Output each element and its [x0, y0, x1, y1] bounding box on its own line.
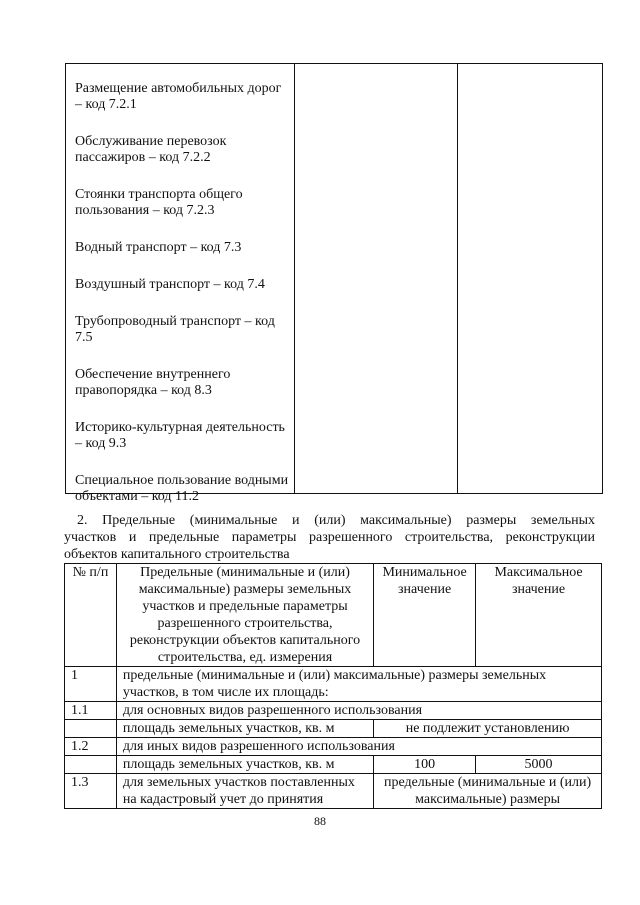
section-heading-line: объектов капитального строительства: [64, 547, 290, 562]
row-value: предельные (минимальные и (или) максимальные) размеры: [374, 774, 602, 809]
table-row: [65, 720, 602, 738]
section-heading: [64, 512, 595, 563]
row-num: 1: [65, 667, 117, 702]
table-divider: [294, 64, 295, 493]
list-item: Обеспечение внутреннего правопорядка – код 8.3: [75, 367, 231, 398]
list-item: Воздушный транспорт – код 7.4: [75, 277, 265, 292]
list-item: Водный транспорт – код 7.3: [75, 240, 242, 255]
row-num: 1.3: [65, 774, 117, 809]
row-min-value: 100: [374, 756, 476, 774]
row-text: площадь земельных участков, кв. м: [116, 720, 373, 738]
row-num: 1.1: [65, 702, 117, 720]
row-value: не подлежит установлению: [374, 720, 602, 738]
list-item: Стоянки транспорта общего пользования – код 7.2.3: [75, 187, 243, 218]
table-row: [65, 774, 602, 809]
row-text: для земельных участков поставленных на кадастровый учет до принятия: [116, 774, 373, 809]
header-max: Максимальное значение: [476, 564, 602, 667]
list-item: Размещение автомобильных дорог – код 7.2.1: [75, 81, 282, 112]
table-row: [65, 702, 602, 720]
usage-types-table: [65, 63, 603, 504]
header-num: № п/п: [65, 564, 117, 667]
list-item: Специальное пользование водными объектами – код 11.2: [75, 473, 289, 504]
header-min: Минимальное значение: [374, 564, 476, 667]
row-max-value: 5000: [476, 756, 602, 774]
row-text: предельные (минимальные и (или) максимальные) размеры земельных участков, в том числе их площадь:: [116, 667, 601, 702]
limits-table: [64, 563, 602, 809]
list-item: Трубопроводный транспорт – код 7.5: [75, 314, 275, 345]
list-item: Обслуживание перевозок пассажиров – код 7.2.2: [75, 134, 227, 165]
row-text: площадь земельных участков, кв. м: [116, 756, 373, 774]
list-item: Историко-культурная деятельность – код 9.3: [75, 420, 285, 451]
table-row: [65, 738, 602, 756]
page-number: 88: [314, 814, 326, 828]
table-divider: [457, 64, 458, 493]
row-num: 1.2: [65, 738, 117, 756]
row-text: для основных видов разрешенного использования: [116, 702, 601, 720]
row-text: для иных видов разрешенного использования: [116, 738, 601, 756]
section-heading-line: 2. Предельные (минимальные и (или) максимальные) размеры земельных: [77, 513, 595, 528]
table-row: [65, 756, 602, 774]
section-heading-line: участков и предельные параметры разрешенного строительства, реконструкции: [64, 530, 595, 545]
header-param: Предельные (минимальные и (или) максимальные) размеры земельных участков и предельные параметры разрешенного строительства, реконструкции объектов капитального строительства, ед. измерения: [116, 564, 373, 667]
table-row: [65, 667, 602, 702]
table-header-row: [65, 564, 602, 667]
usage-types-list: [75, 81, 290, 505]
